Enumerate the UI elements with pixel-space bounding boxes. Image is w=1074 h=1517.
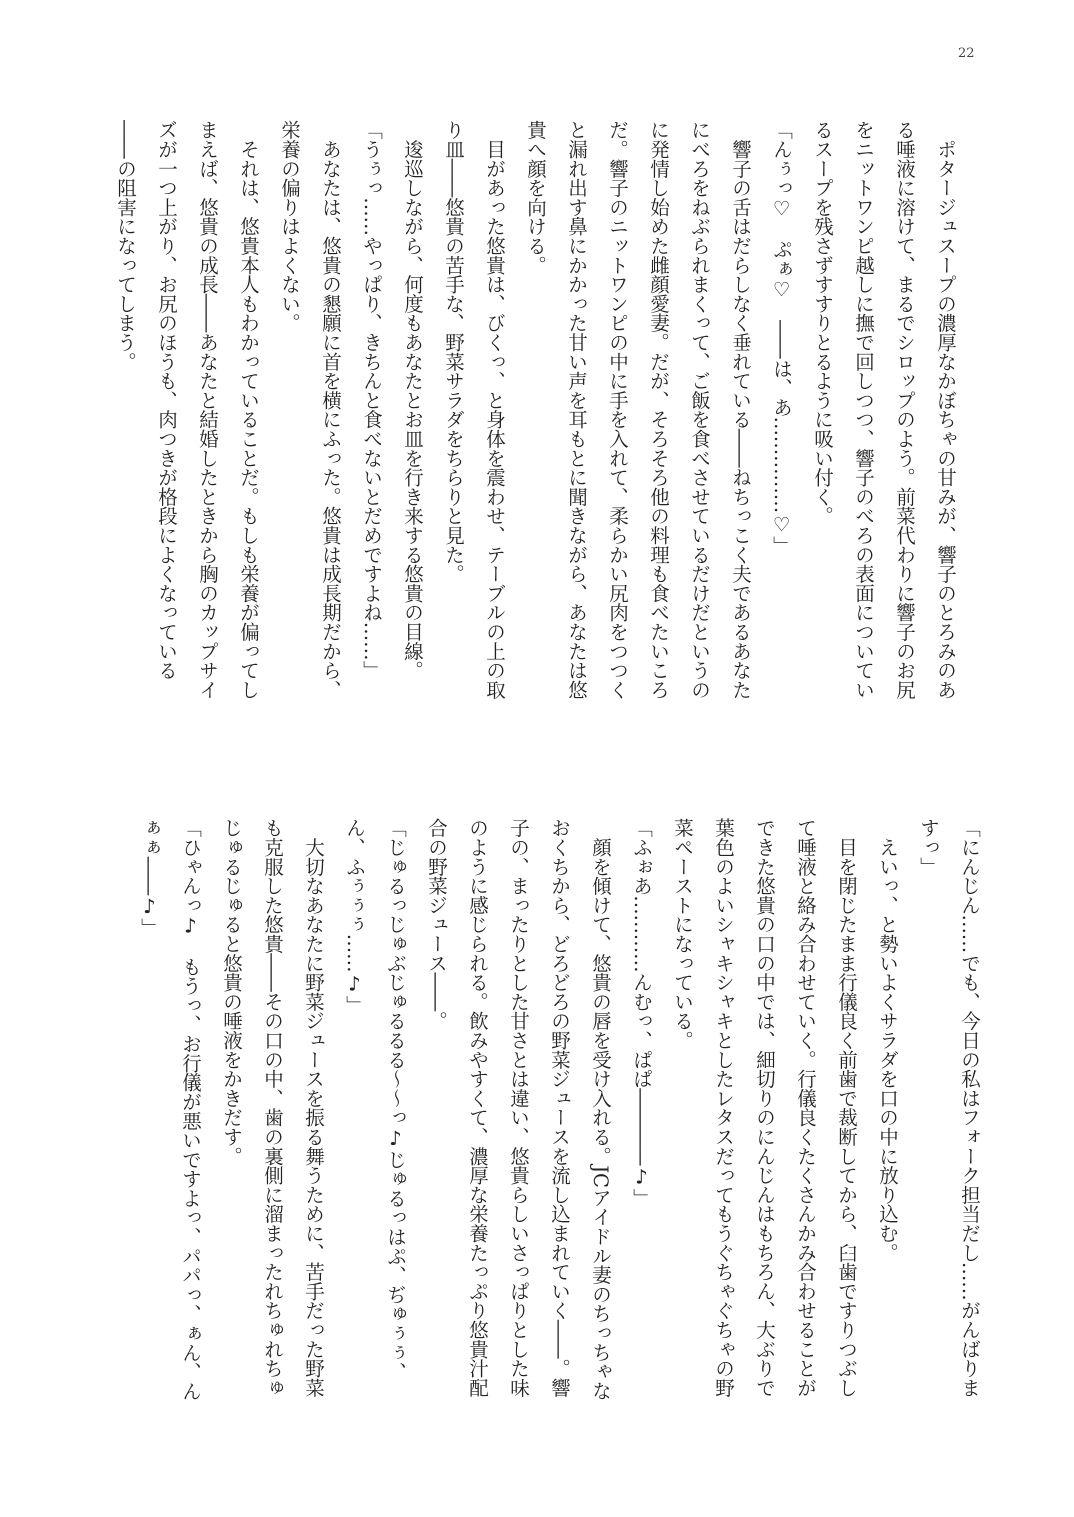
text-line: のように感じられる。飲みやすくて、濃厚な栄養たっぷり悠貴汁配	[466, 818, 489, 1398]
text-line: それは、悠貴本人もわかっていることだ。もしも栄養が偏ってし	[237, 120, 260, 700]
text-line: ん、ふぅぅぅ……♪」	[343, 818, 366, 1015]
text-line: 合の野菜ジュース――。	[425, 818, 448, 1031]
text-line: 目を閉じたまま行儀良く前歯で裁断してから、臼歯ですりつぶし	[835, 818, 858, 1398]
text-line: ズが一つ上がり、お尻のほうも、肉つきが格段によくなっている	[155, 120, 178, 680]
lower-text-block	[129, 818, 990, 1418]
text-line: えいっ、と勢いよくサラダを口の中に放り込む。	[876, 818, 899, 1262]
text-line: 「ひゃんっ♪ もうっ、お行儀が悪いですよっ、パパっ、ぁん、ん	[179, 818, 202, 1401]
text-line: る唾液に溶けて、まるでシロップのよう。前菜代わりに響子のお尻	[893, 120, 916, 700]
text-line: ポタージュスープの濃厚なかぼちゃの甘みが、響子のとろみのあ	[934, 120, 957, 700]
text-line: 「じゅるっじゅぶじゅるるる～～っ♪じゅるっはぷ、ぢゅぅぅ、	[384, 818, 407, 1382]
text-line: り皿――悠貴の苦手な、野菜サラダをちらりと見た。	[442, 120, 465, 584]
text-line: 「にんじん……でも、今日の私はフォーク担当だし……がんばりま	[958, 818, 981, 1398]
text-line: できた悠貴の口の中では、細切りのにんじんはもちろん、大ぶりで	[753, 818, 776, 1398]
text-line: 目があった悠貴は、びくっ、と身体を震わせ、テーブルの上の取	[483, 120, 506, 700]
text-line: ぁぁ――♪」	[138, 818, 161, 938]
text-line: 子の、まったりとした甘さとは違い、悠貴らしいさっぱりとした味	[507, 818, 530, 1398]
text-line: 「ふぉあ…………んむっ、ぱぱ――――♪」	[630, 818, 653, 1208]
text-line: をニットワンピ越しに撫で回しつつ、響子のべろの表面についてい	[852, 120, 875, 700]
text-line: 大切なあなたに野菜ジュースを振る舞うために、苦手だった野菜	[302, 818, 325, 1397]
text-line: と漏れ出す鼻にかかった甘い声を耳もとに聞きながら、あなたは悠	[565, 120, 588, 700]
text-line: て唾液と絡み合わせていく。行儀良くたくさんかみ合わせることが	[794, 818, 817, 1398]
text-line: 「んぅっ♡ ぷぁ♡ ――は、あ……………♡」	[770, 120, 793, 556]
text-line: 貴へ顔を向ける。	[524, 120, 547, 275]
text-line: すっ」	[917, 818, 940, 876]
upper-text-block	[105, 120, 966, 720]
text-line: ――の阻害になってしまう。	[114, 120, 137, 371]
text-line: 顔を傾けて、悠貴の唇を受け入れる。JCアイドル妻のちっちゃな	[589, 818, 612, 1401]
text-line: まえば、悠貴の成長――あなたと結婚したときから胸のカップサイ	[196, 120, 219, 700]
text-line: に発情し始めた雌顔愛妻。だが、そろそろ他の料理も食べたいころ	[647, 120, 670, 700]
text-line: おくちから、どろどろの野菜ジュースを流し込まれていく――。響	[548, 818, 571, 1397]
text-line: も克服した悠貴――その口の中、歯の裏側に溜まったれちゅれちゅ	[261, 818, 284, 1398]
text-line: るスープを残さずすすりとるように吸い付く。	[811, 120, 834, 526]
text-line: 逡巡しながら、何度もあなたとお皿を行き来する悠貴の目線。	[401, 120, 424, 680]
page-number: 22	[958, 46, 975, 61]
text-line: 葉色のよいシャキシャキとしたレタスだってもうぐちゃぐちゃの野	[712, 818, 735, 1398]
text-line: 「うぅっ……やっぱり、きちんと食べないとだめですよね……」	[360, 120, 383, 680]
text-line: 菜ペーストになっている。	[671, 818, 694, 1050]
text-line: じゅるじゅると悠貴の唾液をかきだす。	[220, 818, 243, 1166]
text-line: 栄養の偏りはよくない。	[278, 120, 301, 333]
text-line: にべろをねぶられまくって、ご飯を食べさせているだけだというの	[688, 120, 711, 700]
text-line: だ。響子のニットワンピの中に手を入れて、柔らかい尻肉をつつく	[606, 120, 629, 700]
text-line: 響子の舌はだらしなく垂れている――ねちっこく夫であるあなた	[729, 120, 752, 700]
text-line: あなたは、悠貴の懇願に首を横にふった。悠貴は成長期だから、	[319, 120, 342, 700]
